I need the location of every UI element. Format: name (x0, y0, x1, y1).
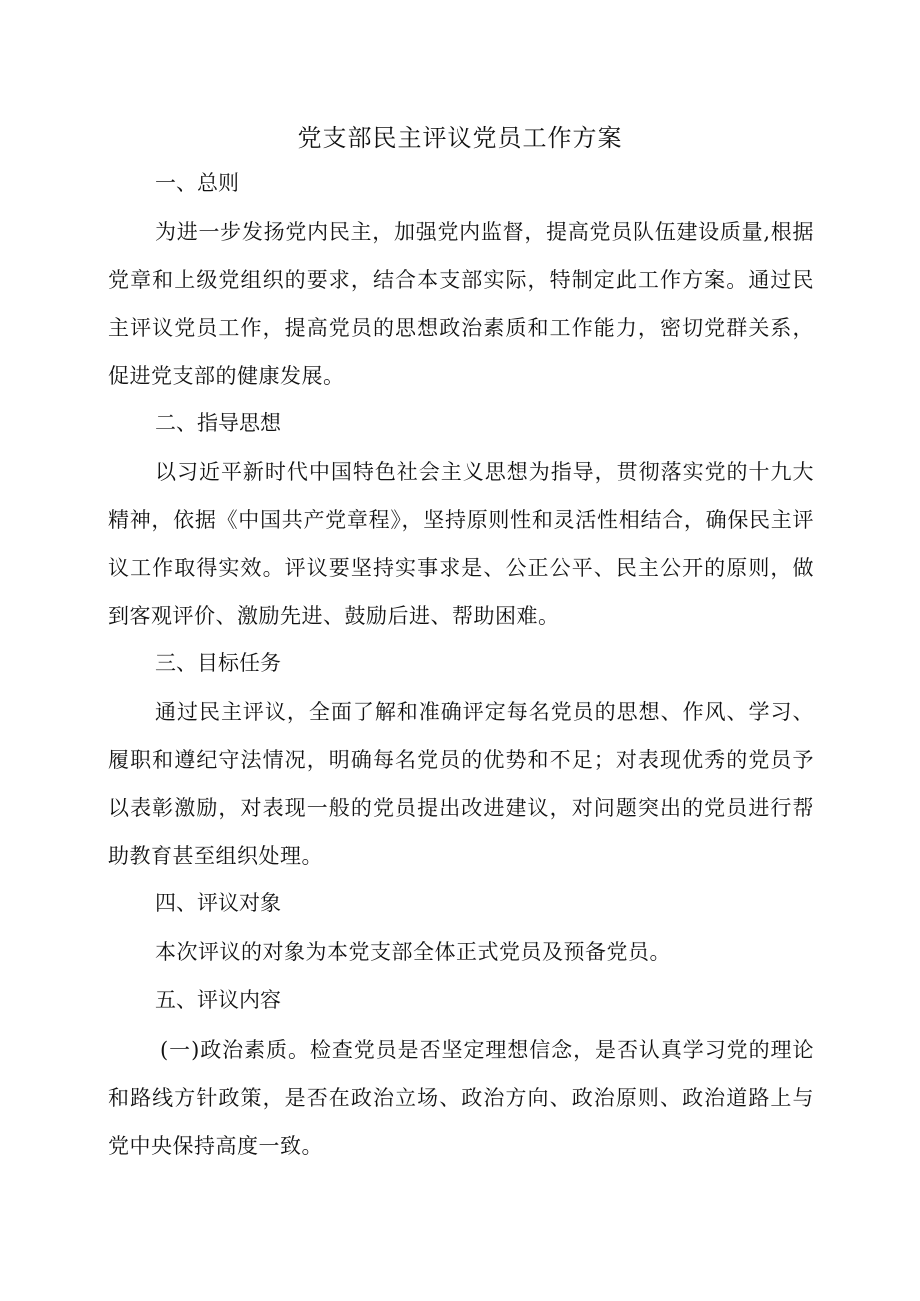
section-paragraph-evaluation-targets: 本次评议的对象为本党支部全体正式党员及预备党员。 (155, 940, 671, 964)
document-title: 党支部民主评议党员工作方案 (297, 124, 623, 152)
section-paragraph-evaluation-content: (一)政治素质。检查党员是否坚定理想信念，是否认真学习党的理论和路线方针政策，是否在政治立场、政治方向、政治原则、政治道路上与党中央保持高度一致。 (108, 1038, 814, 1158)
section-paragraph-guiding-ideology: 以习近平新时代中国特色社会主义思想为指导，贯彻落实党的十九大精神，依据《中国共产党章程》，坚持原则性和灵活性相结合，确保民主评议工作取得实效。评议要坚持实事求是、公正公平、民主公开的原则，做到客观评价、激励先进、鼓励后进、帮助困难。 (108, 460, 814, 628)
section-heading-general: 一、总则 (155, 171, 239, 195)
section-heading-goals-tasks: 三、目标任务 (155, 651, 281, 675)
section-heading-evaluation-content: 五、评议内容 (155, 988, 281, 1012)
section-paragraph-goals-tasks: 通过民主评议，全面了解和准确评定每名党员的思想、作风、学习、履职和遵纪守法情况，明确每名党员的优势和不足；对表现优秀的党员予以表彰激励，对表现一般的党员提出改进建议，对问题突出的党员进行帮助教育甚至组织处理。 (108, 700, 814, 868)
section-heading-guiding-ideology: 二、指导思想 (155, 411, 281, 435)
section-paragraph-general: 为进一步发扬党内民主，加强党内监督，提高党员队伍建设质量,根据党章和上级党组织的要求，结合本支部实际，特制定此工作方案。通过民主评议党员工作，提高党员的思想政治素质和工作能力，密切党群关系，促进党支部的健康发展。 (108, 220, 814, 388)
section-heading-evaluation-targets: 四、评议对象 (155, 891, 281, 915)
